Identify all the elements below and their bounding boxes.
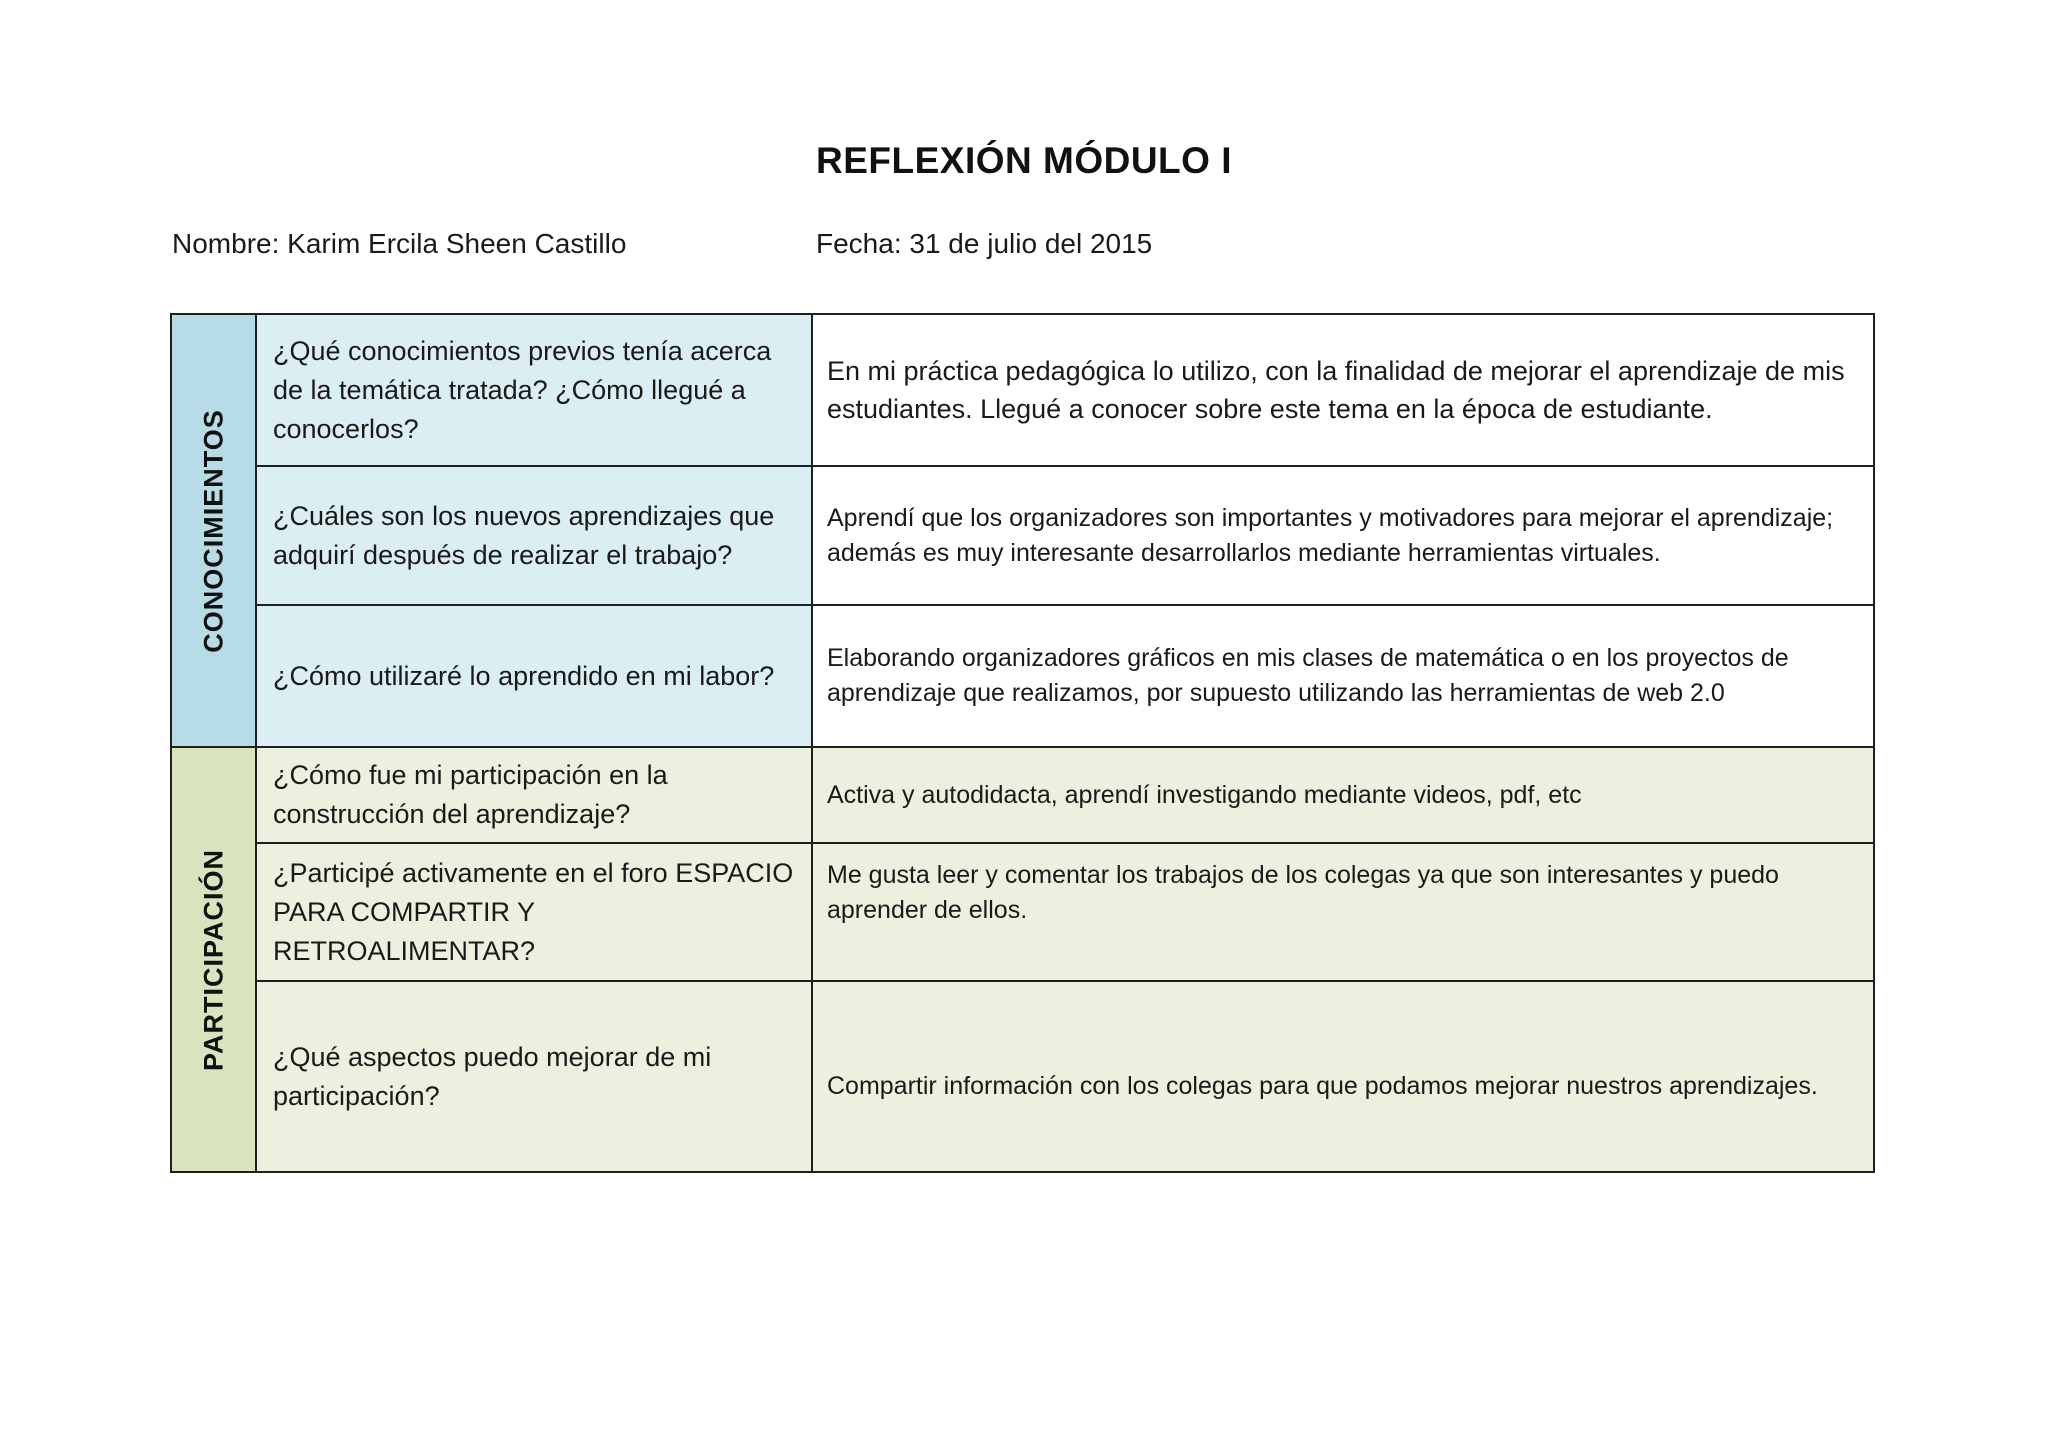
table-row [171,843,1874,981]
table-row [171,314,1874,466]
table-row [171,605,1874,747]
document-date: Fecha: 31 de julio del 2015 [816,228,1153,259]
section-header-participation [171,747,256,1172]
question-cell: ¿Qué aspectos puedo mejorar de mi participación? [256,981,812,1172]
answer-cell: En mi práctica pedagógica lo utilizo, con la finalidad de mejorar el aprendizaje de mis estudiantes. Llegué a conocer sobre este tema en la época de estudiante. [812,314,1874,466]
answer-cell: Elaborando organizadores gráficos en mis clases de matemática o en los proyectos de aprendizaje que realizamos, por supuesto utilizando las herramientas de web 2.0 [812,605,1874,747]
table-row [171,981,1874,1172]
answer-cell: Aprendí que los organizadores son importantes y motivadores para mejorar el aprendizaje; además es muy interesante desarrollarlos mediante herramientas virtuales. [812,466,1874,605]
table-row [171,466,1874,605]
student-name: Nombre: Karim Ercila Sheen Castillo [172,228,627,259]
question-cell: ¿Qué conocimientos previos tenía acerca de la temática tratada? ¿Cómo llegué a conocerlos? [256,314,812,466]
reflection-table [170,313,1875,1173]
question-cell: ¿Cuáles son los nuevos aprendizajes que adquirí después de realizar el trabajo? [256,466,812,605]
question-cell: ¿Cómo utilizaré lo aprendido en mi labor? [256,605,812,747]
answer-cell: Activa y autodidacta, aprendí investigando mediante videos, pdf, etc [812,747,1874,843]
answer-cell: Compartir información con los colegas para que podamos mejorar nuestros aprendizajes. [812,981,1874,1172]
section-header-knowledge [171,314,256,747]
question-cell: ¿Cómo fue mi participación en la construcción del aprendizaje? [256,747,812,843]
section-label: CONOCIMIENTOS [198,408,228,653]
document-title: REFLEXIÓN MÓDULO I [816,140,1232,181]
section-label: PARTICIPACIÓN [198,848,228,1071]
question-cell: ¿Participé activamente en el foro ESPACIO PARA COMPARTIR Y RETROALIMENTAR? [256,843,812,981]
table-row [171,747,1874,843]
answer-cell: Me gusta leer y comentar los trabajos de los colegas ya que son interesantes y puedo aprender de ellos. [812,843,1874,981]
